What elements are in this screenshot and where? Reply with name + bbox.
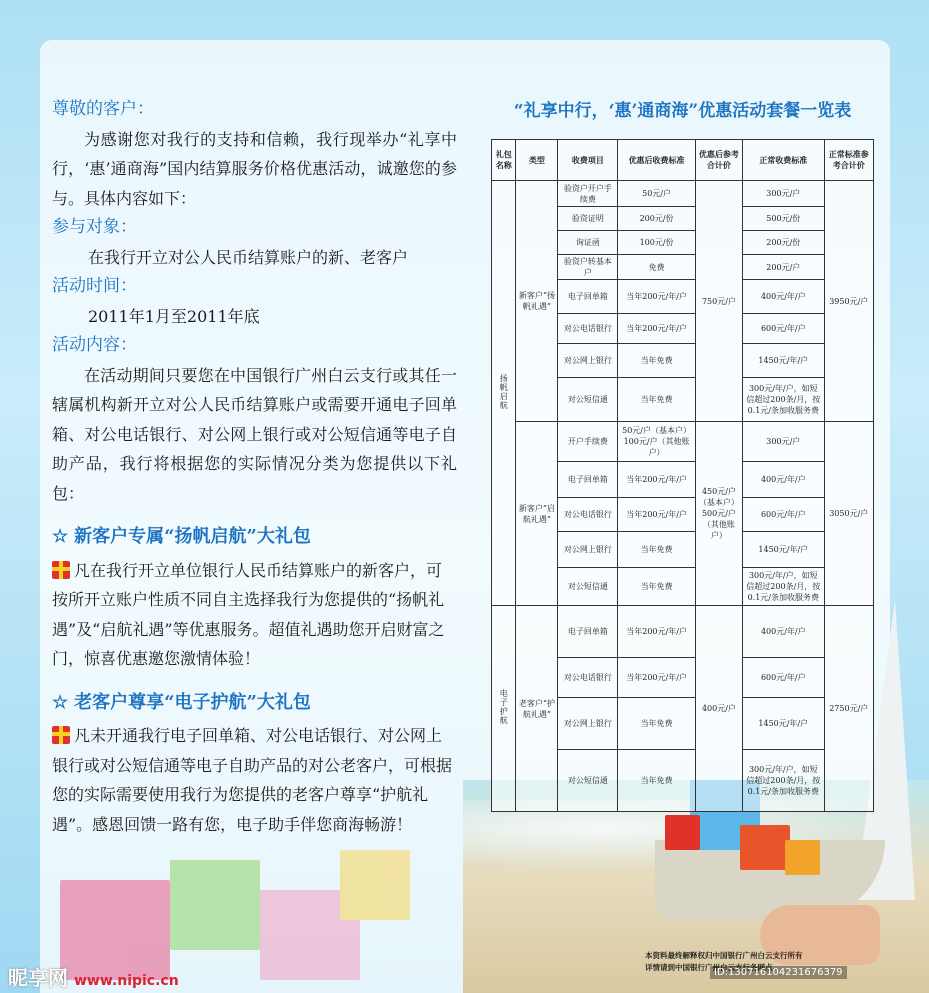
package1-title xyxy=(52,522,457,552)
normal-cell: 300元/户 xyxy=(743,422,824,462)
item-cell: 询证函 xyxy=(558,231,618,255)
discount-cell: 当年200元/年/户 xyxy=(618,462,695,498)
footer-line2: 详情请到中国银行广州白云支行各网点 xyxy=(645,963,773,972)
discount-cell: 50元/户 xyxy=(618,181,695,207)
gift-icon xyxy=(740,825,790,870)
type-cell: 新客户“扬帆礼遇” xyxy=(516,181,558,422)
normal-cell: 600元/年/户 xyxy=(743,498,824,532)
item-cell: 对公网上银行 xyxy=(558,344,618,378)
header-type: 类型 xyxy=(516,140,558,181)
normal-cell: 1450元/年/户 xyxy=(743,344,824,378)
normal-cell: 400元/年/户 xyxy=(743,606,824,658)
package2-title-text: 老客户尊享“电子护航”大礼包 xyxy=(74,691,311,713)
normal-cell: 600元/年/户 xyxy=(743,314,824,344)
item-cell: 电子回单箱 xyxy=(558,606,618,658)
normal-cell: 300元/年/户，如短信超过200条/月，按0.1元/条加收服务费 xyxy=(743,378,824,422)
item-cell: 对公网上银行 xyxy=(558,698,618,750)
discount-cell: 当年免费 xyxy=(618,698,695,750)
rates-table xyxy=(491,139,874,812)
watermark-url: www.nipic.cn xyxy=(74,973,179,989)
discount-cell: 当年免费 xyxy=(618,532,695,568)
letter-column xyxy=(52,95,457,839)
header-ref-total: 优惠后参考合计价 xyxy=(695,140,742,181)
normal-cell: 600元/年/户 xyxy=(743,658,824,698)
normal-cell: 300元/户 xyxy=(743,181,824,207)
watermark xyxy=(8,962,179,991)
gift-icon xyxy=(52,561,70,579)
gift-icon xyxy=(52,726,70,744)
star-icon: ☆ xyxy=(52,526,69,547)
target-heading: 参与对象： xyxy=(52,217,137,237)
ref-total-cell: 750元/户 xyxy=(695,181,742,422)
discount-cell: 50元/户（基本户）100元/户（其他账户） xyxy=(618,422,695,462)
discount-cell: 100元/份 xyxy=(618,231,695,255)
header-normal: 正常收费标准 xyxy=(743,140,824,181)
item-cell: 验资户开户手续费 xyxy=(558,181,618,207)
item-cell: 电子回单箱 xyxy=(558,280,618,314)
normal-total-cell: 3950元/户 xyxy=(824,181,874,422)
content-heading: 活动内容： xyxy=(52,335,137,355)
package1-desc: 凡在我行开立单位银行人民币结算账户的新客户，可按所开立账户性质不同自主选择我行为您提供的“扬帆礼遇”及“启航礼遇”等优惠服务。超值礼遇助您开启财富之门，惊喜优惠邀您激情体验！ xyxy=(52,560,445,668)
gift-icon xyxy=(785,840,820,875)
normal-cell: 500元/份 xyxy=(743,207,824,231)
type-cell: 新客户“启航礼遇” xyxy=(516,422,558,606)
normal-total-cell: 3050元/户 xyxy=(824,422,874,606)
table-row xyxy=(492,422,874,462)
content-text: 在活动期间只要您在中国银行广州白云支行或其任一辖属机构新开立对公人民币结算账户或需要开通电子回单箱、对公电话银行、对公网上银行或对公短信通等电子自助产品，我行将根据您的实际情况分类为您提供以下礼包： xyxy=(52,365,457,503)
package1-text xyxy=(52,556,457,674)
discount-cell: 当年200元/年/户 xyxy=(618,498,695,532)
item-cell: 对公电话银行 xyxy=(558,658,618,698)
package2-desc: 凡未开通我行电子回单箱、对公电话银行、对公网上银行或对公短信通等电子自助产品的对公老客户，可根据您的实际需要使用我行为您提供的老客户尊享“护航礼遇”。感恩回馈一路有您，电子助手伴您商海畅游！ xyxy=(52,726,453,834)
normal-total-cell: 2750元/户 xyxy=(824,606,874,812)
normal-cell: 300元/年/户，如短信超过200条/月，按0.1元/条加收服务费 xyxy=(743,568,824,606)
gift-icon xyxy=(665,815,700,850)
table-row xyxy=(492,606,874,658)
discount-cell: 当年免费 xyxy=(618,344,695,378)
footer-line1: 本资料最终解释权归中国银行广州白云支行所有 xyxy=(645,951,803,960)
item-cell: 对公短信通 xyxy=(558,378,618,422)
normal-cell: 200元/份 xyxy=(743,231,824,255)
header-item: 收费项目 xyxy=(558,140,618,181)
item-cell: 验资证明 xyxy=(558,207,618,231)
intro-text: 为感谢您对我行的支持和信赖，我行现举办“礼享中行，‘惠’通商海”国内结算服务价格优惠活动，诚邀您的参与。具体内容如下： xyxy=(52,129,457,208)
normal-cell: 200元/户 xyxy=(743,255,824,280)
discount-cell: 免费 xyxy=(618,255,695,280)
item-cell: 对公短信通 xyxy=(558,750,618,812)
table-row xyxy=(492,181,874,207)
watermark-brand: 昵享网 xyxy=(8,966,68,990)
package1-title-text: 新客户专属“扬帆启航”大礼包 xyxy=(74,526,311,547)
discount-cell: 当年200元/年/户 xyxy=(618,606,695,658)
package2-title xyxy=(52,688,457,718)
time-heading: 活动时间： xyxy=(52,276,137,296)
ref-total-cell: 450元/户（基本户）500元/户（其他账户） xyxy=(695,422,742,606)
discount-cell: 当年免费 xyxy=(618,568,695,606)
discount-cell: 当年免费 xyxy=(618,750,695,812)
item-cell: 对公电话银行 xyxy=(558,314,618,344)
discount-cell: 当年200元/年/户 xyxy=(618,280,695,314)
item-cell: 对公电话银行 xyxy=(558,498,618,532)
star-icon: ☆ xyxy=(52,691,69,713)
discount-cell: 当年免费 xyxy=(618,378,695,422)
package2-text xyxy=(52,721,457,839)
table-title: “礼享中行，‘惠’通商海”优惠活动套餐一览表 xyxy=(513,101,852,121)
target-text: 在我行开立对公人民币结算账户的新、老客户 xyxy=(88,247,409,267)
item-cell: 验资户转基本户 xyxy=(558,255,618,280)
image-id: ID:13071610423167637​9 xyxy=(710,966,847,979)
item-cell: 对公网上银行 xyxy=(558,532,618,568)
time-text: 2011年1月至2011年底 xyxy=(88,306,260,326)
normal-cell: 300元/年/户，如短信超过200条/月，按0.1元/条加收服务费 xyxy=(743,750,824,812)
greeting: 尊敬的客户： xyxy=(52,99,154,119)
package-name-a: 扬帆启航 xyxy=(492,181,516,606)
discount-cell: 200元/份 xyxy=(618,207,695,231)
package-name-b: 电子护航 xyxy=(492,606,516,812)
normal-cell: 400元/年/户 xyxy=(743,280,824,314)
item-cell: 电子回单箱 xyxy=(558,462,618,498)
discount-cell: 当年200元/年/户 xyxy=(618,314,695,344)
normal-cell: 1450元/年/户 xyxy=(743,532,824,568)
normal-cell: 400元/年/户 xyxy=(743,462,824,498)
item-cell: 开户手续费 xyxy=(558,422,618,462)
ref-total-cell: 400元/户 xyxy=(695,606,742,812)
header-normal-total: 正常标准参考合计价 xyxy=(824,140,874,181)
header-package: 礼包名称 xyxy=(492,140,516,181)
table-header-row xyxy=(492,140,874,181)
normal-cell: 1450元/年/户 xyxy=(743,698,824,750)
header-discounted: 优惠后收费标准 xyxy=(618,140,695,181)
type-cell: 老客户“护航礼遇” xyxy=(516,606,558,812)
item-cell: 对公短信通 xyxy=(558,568,618,606)
discount-cell: 当年200元/年/户 xyxy=(618,658,695,698)
